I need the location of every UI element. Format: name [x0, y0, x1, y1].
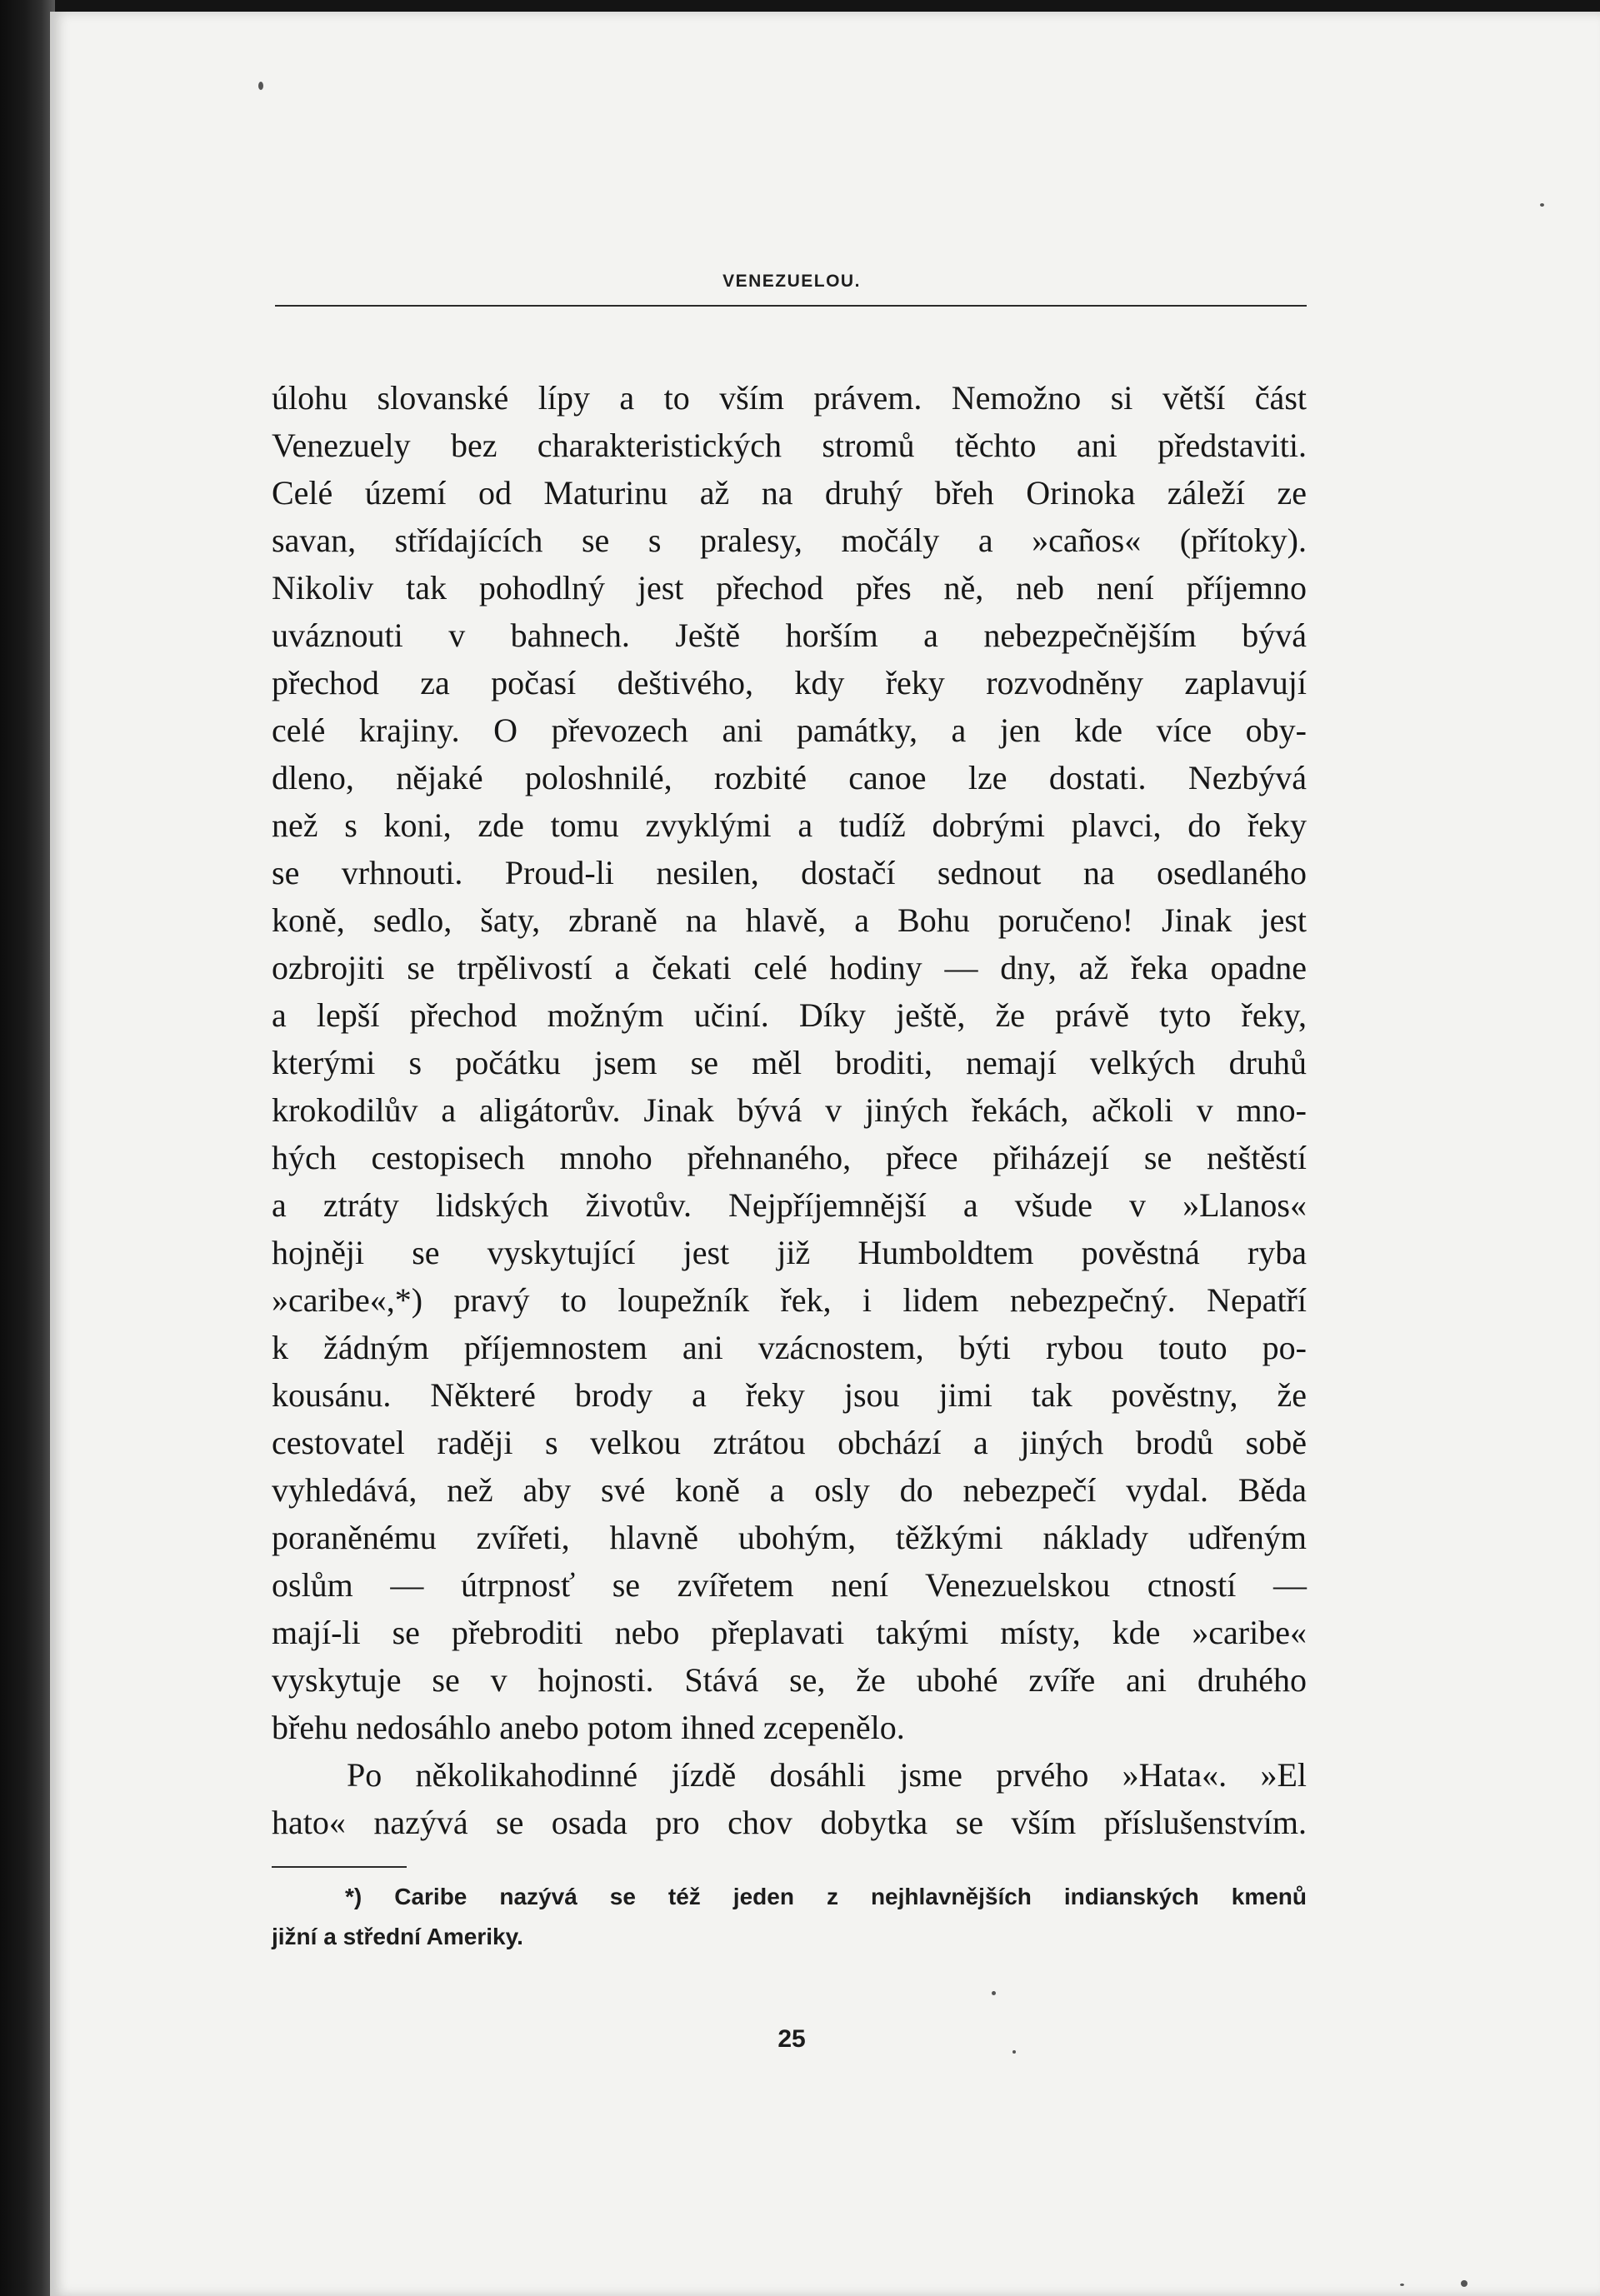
book-page — [50, 12, 1600, 2296]
paragraph-end-line: břehu nedosáhlo anebo potom ihned zcepenělo. — [272, 1709, 905, 1746]
scan-speck — [258, 82, 263, 90]
text-line: dleno, nějaké poloshnilé, rozbité canoe lze dostati. Nezbývá — [272, 759, 1307, 796]
scan-speck — [992, 1991, 996, 1995]
scan-speck — [1400, 2284, 1404, 2286]
text-line: poraněnému zvířeti, hlavně ubohým, těžkými náklady udřeným — [272, 1519, 1307, 1556]
page-number: 25 — [778, 2025, 806, 2053]
text-line: »caribe«,*) pravý to loupežník řek, i lidem nebezpečný. Nepatří — [272, 1281, 1307, 1319]
footnote-rule — [272, 1866, 407, 1868]
footnote-line: *) Caribe nazývá se též jeden z nejhlavnějších indianských kmenů — [345, 1884, 1307, 1909]
text-line: hojněji se vyskytující jest již Humboldtem pověstná ryba — [272, 1234, 1307, 1271]
body-text — [272, 374, 1307, 1846]
scan-top-border — [0, 0, 1600, 12]
text-line: a lepší přechod možným učiní. Díky ještě, že právě tyto řeky, — [272, 996, 1307, 1034]
text-line: krokodilův a aligátorův. Jinak bývá v jiných řekách, ačkoli v mno- — [272, 1091, 1307, 1129]
text-line: Celé území od Maturinu až na druhý břeh Orinoka záleží ze — [272, 474, 1307, 512]
text-line: než s koni, zde tomu zvyklými a tudíž dobrými plavci, do řeky — [272, 806, 1307, 844]
text-line: Venezuely bez charakteristických stromů těchto ani představiti. — [272, 427, 1307, 464]
text-line: se vrhnouti. Proud-li nesilen, dostačí sednout na osedlaného — [272, 854, 1307, 891]
footnote-line: jižní a střední Ameriky. — [272, 1924, 523, 1949]
text-line: hých cestopisech mnoho přehnaného, přece přiházejí se neštěstí — [272, 1139, 1307, 1176]
text-line: a ztráty lidských životův. Nejpříjemnější a všude v »Llanos« — [272, 1186, 1307, 1224]
scan-speck — [1540, 203, 1544, 207]
text-line: mají-li se přebroditi nebo přeplavati takými místy, kde »caribe« — [272, 1614, 1307, 1651]
text-line: kousánu. Některé brody a řeky jsou jimi tak pověstny, že — [272, 1376, 1307, 1414]
text-line: uváznouti v bahnech. Ještě horším a nebezpečnějším bývá — [272, 616, 1307, 654]
scan-speck — [1012, 2050, 1016, 2054]
text-line: úlohu slovanské lípy a to vším právem. Nemožno si větší část — [272, 379, 1307, 417]
text-line: koně, sedlo, šaty, zbraně na hlavě, a Bohu poručeno! Jinak jest — [272, 901, 1307, 939]
text-line: přechod za počasí deštivého, kdy řeky rozvodněny zaplavují — [272, 664, 1307, 701]
text-line: k žádným příjemnostem ani vzácnostem, býti rybou touto po- — [272, 1329, 1307, 1366]
scan-speck — [1461, 2280, 1468, 2287]
text-line: hato« nazývá se osada pro chov dobytka se vším příslušenstvím. — [272, 1804, 1307, 1841]
text-line: ozbrojiti se trpělivostí a čekati celé hodiny — dny, až řeka opadne — [272, 949, 1307, 986]
text-line: celé krajiny. O převozech ani památky, a jen kde více oby- — [272, 711, 1307, 749]
book-spine-edge — [0, 0, 55, 2296]
paragraph-start-line: Po několikahodinné jízdě dosáhli jsme prvého »Hata«. »El — [347, 1756, 1307, 1794]
text-line: cestovatel raději s velkou ztrátou obchází a jiných brodů sobě — [272, 1424, 1307, 1461]
text-line: savan, střídajících se s pralesy, močály a »caños« (přítoky). — [272, 522, 1307, 559]
text-line: kterými s počátku jsem se měl broditi, nemají velkých druhů — [272, 1044, 1307, 1081]
header-rule — [275, 305, 1307, 307]
text-line: vyhledává, než aby své koně a osly do nebezpečí vydal. Běda — [272, 1471, 1307, 1509]
text-line: oslům — útrpnosť se zvířetem není Venezuelskou ctností — — [272, 1566, 1307, 1604]
footnote — [272, 1877, 1307, 1957]
text-line: vyskytuje se v hojnosti. Stává se, že ubohé zvíře ani druhého — [272, 1661, 1307, 1699]
running-head: VENEZUELOU. — [722, 272, 861, 291]
text-line: Nikoliv tak pohodlný jest přechod přes ně, neb není příjemno — [272, 569, 1307, 606]
